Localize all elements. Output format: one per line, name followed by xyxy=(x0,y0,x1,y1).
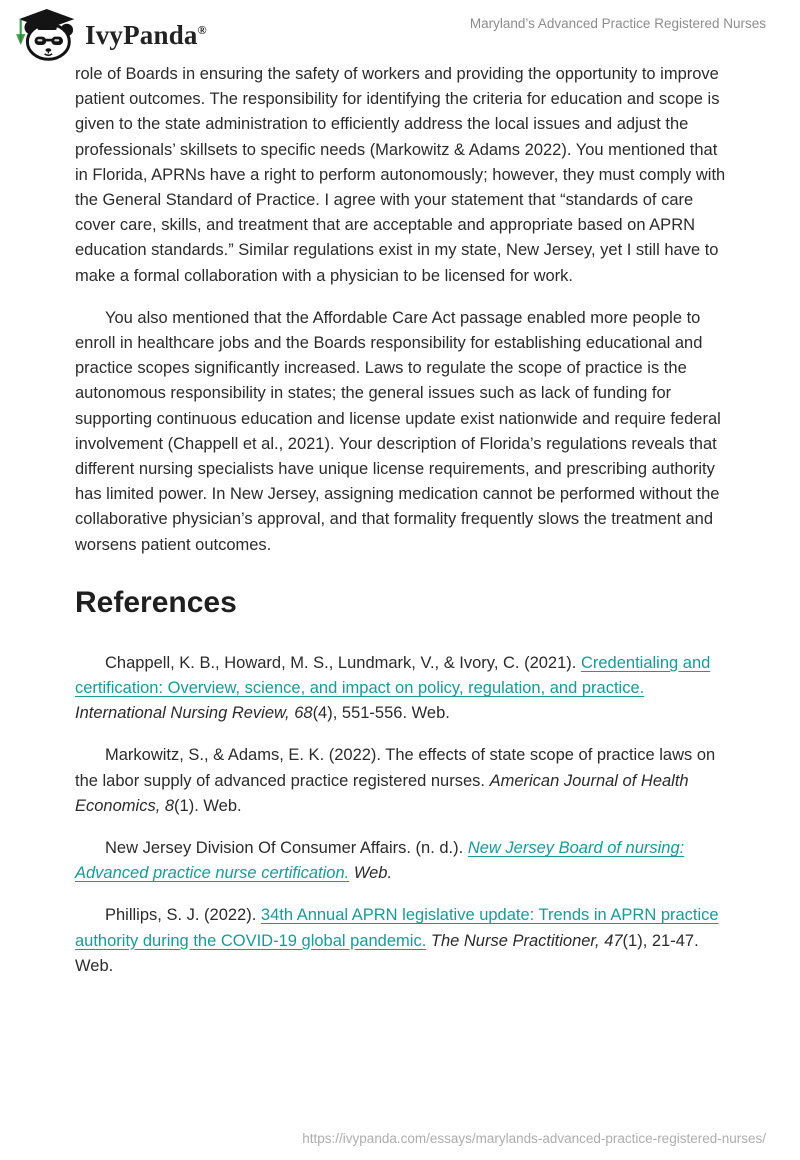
reference-journal: International Nursing Review, 68 xyxy=(75,704,313,723)
reference-link[interactable]: 34th Annual APRN legislative update: Trends in APRN practice authority during the COVID-19 global pandemic. xyxy=(75,906,719,950)
body-paragraph: role of Boards in ensuring the safety of workers and providing the opportunity to improve patient outcomes. The responsibility for identifying the criteria for education and scope is given to the state administration to efficiently address the local issues and adjust the professionals’ skillsets to specific needs (Markowitz & Adams 2022). You mentioned that in Florida, APRNs have a right to perform autonomously; however, they must comply with the General Standard of Practice. I agree with your statement that “standards of care cover care, skills, and treatment that are acceptable and appropriate based on APRN education standards.” Similar regulations exist in my state, New Jersey, yet I still have to make a formal collaboration with a physician to be licensed for work. xyxy=(75,65,726,285)
body-paragraph: You also mentioned that the Affordable Care Act passage enabled more people to enroll in healthcare jobs and the Boards responsibility for establishing educational and practice scopes significantly increased. Laws to regulate the scope of practice is the autonomous responsibility in states; the general issues such as lack of funding for supporting continuous education and license update exist nationwide and require federal involvement (Chappell et al., 2021). Your description of Florida’s regulations reveals that different nursing specialists have unique license requirements, and prescribing authority has limited power. In New Jersey, assigning medication cannot be performed without the collaborative physician’s approval, and that formality frequently slows the treatment and worsens patient outcomes. xyxy=(75,308,721,554)
document-body xyxy=(75,62,726,996)
reference-text: Phillips, S. J. (2022). xyxy=(105,906,261,925)
reference-text: Chappell, K. B., Howard, M. S., Lundmark, V., & Ivory, C. (2021). xyxy=(105,653,581,672)
reference-text: Markowitz, S., & Adams, E. K. (2022). The effects of state scope of practice laws on the labor supply of advanced practice registered nurses. xyxy=(75,746,716,790)
reference-link[interactable]: Credentialing and certification: Overview, science, and impact on policy, regulation, and practice. xyxy=(75,653,711,698)
reference-text: Web. xyxy=(349,864,393,883)
reference-link[interactable]: New Jersey Board of nursing: Advanced practice nurse certification. xyxy=(75,839,685,883)
reference-entry xyxy=(75,743,726,819)
ivypanda-logo xyxy=(14,8,207,62)
reference-text: (1), 21-47. Web. xyxy=(75,931,699,975)
reference-entry xyxy=(75,651,726,727)
reference-text: (1). Web. xyxy=(174,796,242,815)
panda-graduate-icon xyxy=(14,8,76,62)
reference-entry xyxy=(75,903,726,979)
reference-text: New Jersey Division Of Consumer Affairs. (n. d.). xyxy=(105,839,468,858)
page-url: https://ivypanda.com/essays/marylands-advanced-practice-registered-nurses/ xyxy=(302,1131,766,1146)
reference-text: (4), 551-556. Web. xyxy=(312,704,450,723)
reference-journal: American Journal of Health Economics, 8 xyxy=(75,771,689,815)
logo-wordmark: IvyPanda® xyxy=(85,19,207,50)
page-header xyxy=(0,0,800,62)
references-heading: References xyxy=(75,585,237,619)
reference-entry xyxy=(75,836,726,886)
document-title: Maryland’s Advanced Practice Registered Nurses xyxy=(469,16,766,31)
reference-journal: The Nurse Practitioner, 47 xyxy=(426,931,623,950)
